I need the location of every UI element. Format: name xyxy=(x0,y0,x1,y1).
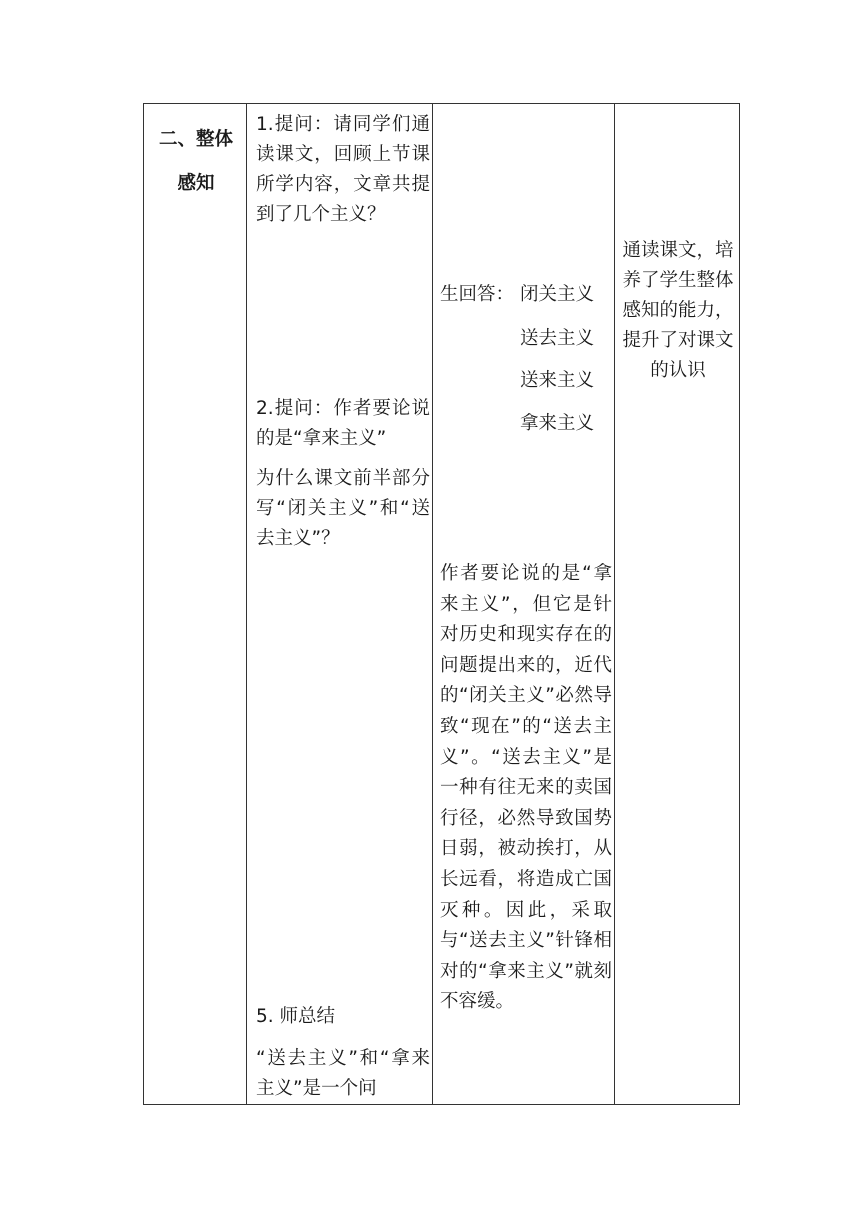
student-answer-item: 送去主义 xyxy=(520,328,595,349)
column-divider xyxy=(614,104,615,1104)
stage-cell xyxy=(152,118,240,206)
column-divider xyxy=(432,104,433,1104)
teacher-question-2: 2.提问：作者要论说的是“拿来主义” xyxy=(256,398,430,449)
stage-title-line: 感知 xyxy=(177,173,215,194)
student-answer-paragraph: 作者要论说的是“拿来主义”，但它是针对历史和现实存在的问题提出来的，近代的“闭关主义”必然导致“现在”的“送去主义”。“送去主义”是一种有往无来的卖国行径，必然导致国势日弱，被动挨打，从长远看，将造成亡国灭种。因此，采取与“送去主义”针锋相对的“拿来主义”就刻不容缓。 xyxy=(440,563,612,1013)
teacher-question-1: 1.提问：请同学们通读课文，回顾上节课所学内容，文章共提到了几个主义？ xyxy=(256,114,430,225)
design-intent-cell: 通读课文，培养了学生整体感知的能力，提升了对课文的认识 xyxy=(622,240,734,381)
column-divider xyxy=(246,104,247,1104)
stage-title-line: 二、整体 xyxy=(158,129,233,150)
teacher-summary-text: “送去主义”和“拿来主义”是一个问 xyxy=(256,1048,430,1099)
student-answer-item: 送来主义 xyxy=(520,370,595,391)
teacher-question-2-continued: 为什么课文前半部分写“闭关主义”和“送去主义”？ xyxy=(256,468,430,549)
student-answer-first xyxy=(440,280,612,310)
student-answer-item: 拿来主义 xyxy=(520,413,595,434)
lesson-plan-table xyxy=(143,103,740,1105)
teacher-summary-heading: 5. 师总结 xyxy=(256,1006,336,1027)
student-answer-label: 生回答： xyxy=(440,284,515,305)
student-answer-item: 闭关主义 xyxy=(520,284,595,305)
